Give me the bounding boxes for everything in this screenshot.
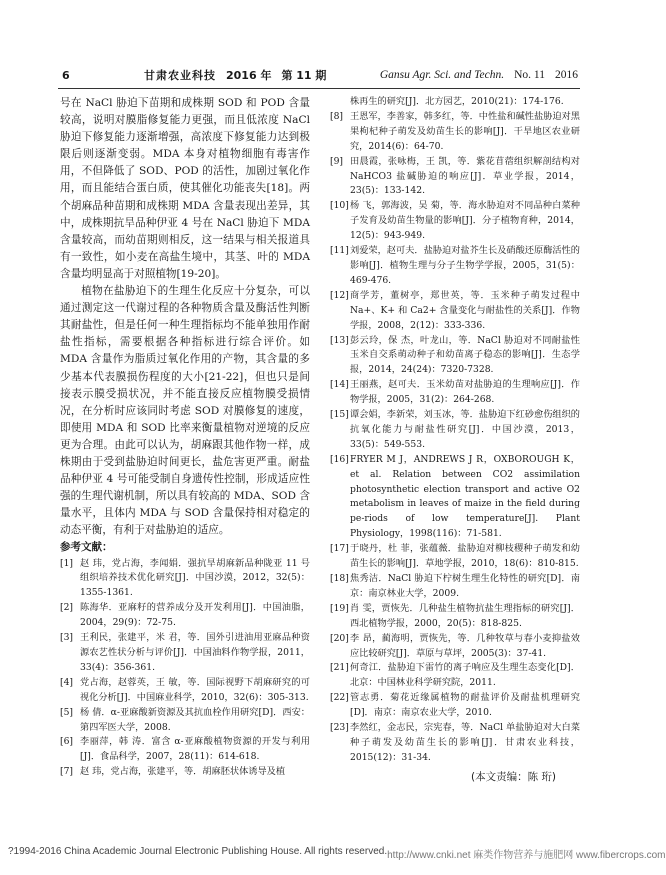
reference-item: [18] 焦秀洁．NaCl 胁迫下柠树生理生化特性的研究[D]．南京：南京林业大学，2009. <box>330 573 580 599</box>
right-column <box>330 95 580 785</box>
reference-item: [9] 田晨霞，张咏梅，王 凯，等．紫花苜蓿组织解剖结构对 NaHCO3 盐碱胁迫的响应[J]．草业学报，2014，23(5)：133-142. <box>330 155 580 197</box>
watermark-text: http://www.cnki.net 麻类作物营养与施肥网 www.fibercrops.com <box>387 850 666 861</box>
reference-item: [23] 李然红，金志民，宗宪春，等．NaCl 单盐胁迫对大白菜种子萌发及幼苗生长的影响[J]．甘肃农业科技，2015(12)：31-34. <box>330 722 580 763</box>
journal-year-en: 2016 <box>555 69 578 81</box>
reference-item: [6] 李丽萍，韩 涛．富含 α-亚麻酸植物资源的开发与利用[J]．食品科学，2007，28(11)：614-618. <box>60 736 310 763</box>
reference-item: [22] 管志勇．菊花近缘属植物的耐盐评价及耐盐机理研究[D]．南京：南京农业大学，2010. <box>330 692 580 719</box>
page-header <box>62 64 578 86</box>
page-footer <box>8 846 666 861</box>
journal-title-en: Gansu Agr. Sci. and Techn. <box>379 69 505 81</box>
journal-number-en: No. 11 <box>514 69 545 81</box>
reference-item: [21] 何奇江．盐胁迫下雷竹的离子响应及生理生态变化[D]．北京：中国林业科学研究院，2011. <box>330 662 580 689</box>
reference-item: [2] 陈海华．亚麻籽的营养成分及开发利用[J]．中国油脂，2004，29(9)：72-75. <box>60 602 310 629</box>
reference-item: [10] 杨 飞，郭海波，吴 菊，等．海水胁迫对不同品种白菜种子发育及幼苗生物量的影响[J]．分子植物育种，2014，12(5)：943-949. <box>330 200 580 242</box>
page-number: 6 <box>62 68 70 82</box>
reference-item: [14] 王丽燕，赵可夫．玉米幼苗对盐胁迫的生理响应[J]．作物学报，2005，31(2)：264-268. <box>330 379 580 406</box>
editor-note: (本文责编：陈 珩) <box>470 770 556 783</box>
reference-item: [19] 肖 雯，贾恢先．几种盐生植物抗盐生理指标的研究[J]．西北植物学报，2000，20(5)：818-825. <box>330 602 580 629</box>
reference-item: [11] 刘爱荣，赵可夫．盐胁迫对盐芥生长及硝酸还原酶活性的影响[J]．植物生理与分子生物学学报，2005，31(5)：469-476. <box>330 245 580 286</box>
reference-item: [3] 王利民，张建平，米 君，等．国外引进油用亚麻品种资源农艺性状分析与评价[J]．中国油料作物学报，2011，33(4)：356-361. <box>60 632 310 673</box>
body-paragraph: 植物在盐胁迫下的生理生化反应十分复杂，可以通过测定这一代谢过程的各种物质含量及酶活性判断其耐盐性，但是任何一种生理指标均不能单独用作耐盐性指标，需要根据各种指标进行综合评价。如 MDA 含量作为脂质过氧化作用的产物，其含量的多少基本代表膜损伤程度的大小[21-22]，但也只是间接表示膜受损状况，并不能直接反应植物膜受损情况，在分析时应该同时考虑 SOD 对膜修复的速度，即使用 MDA 和 SOD 比率来衡量植物对逆境的反应更为合理。由此可以认为，胡麻跟其他作物一样，成株期由于受到盐胁迫时间更长，盐危害更严重。耐盐品种伊亚 4 号可能受制自身遗传性控制，形成适应性强的生理代谢机制，所以具有较高的 MDA、SOD 含量水平，且体内 MDA 与 SOD 含量保持相对稳定的动态平衡，有利于对盐胁迫的适应。 <box>60 285 310 537</box>
copyright-notice: ?1994-2016 China Academic Journal Electronic Publishing House. All rights reserved. <box>8 846 388 857</box>
reference-continuation: 株再生的研究[J]．北方园艺，2010(21)：174-176. <box>350 96 564 107</box>
reference-item: [16] FRYER M J，ANDREWS J R，OXBOROUGH K，et al. Relation between CO2 assimilation photosynthetic election transport and active O2 metabolism in leaves of maize in the field during pe-riods of low temperature[J]. Plant Physiology，1998(116)：71-581. <box>330 453 580 540</box>
reference-item: [15] 谭会娟，李新荣，刘玉冰，等．盐胁迫下红砂愈伤组织的抗氧化能力与耐盐性研究[J]．中国沙漠，2013，33(5)：549-553. <box>330 409 580 450</box>
reference-item: [8] 王恩军，李善家，韩多红，等．中性盐和碱性盐胁迫对黑果枸杞种子萌发及幼苗生长的影响[J]．干旱地区农业研究，2014(6)：64-70. <box>330 110 580 152</box>
journal-title-cn: 甘肃农业科技 <box>144 69 216 82</box>
body-paragraph: 号在 NaCl 胁迫下苗期和成株期 SOD 和 POD 含量较高，说明对膜脂修复能力更强，而且低浓度 NaCl 胁迫下修复能力逐渐增强，高浓度下修复能力达到极限后则逐渐变弱。MDA 本身对植物细胞有毒害作用，不但降低了 SOD、POD 的活性，加剧过氧化作用，而且能结合蛋白质，使其催化功能丧失[18]。两个胡麻品种苗期和成株期 MDA 含量表现出差异，其中，成株期抗旱品种伊亚 4 号在 NaCl 胁迫下 MDA 含量较高，而幼苗期则相反，这一结果与相关报道具有一致性，如小麦在高盐生境中，其茎、叶的 MDA 含量均明显高于对照植物[19-20]。 <box>60 97 310 280</box>
header-rule <box>58 88 580 89</box>
reference-item: [1] 赵 玮，党占海，李闻娟．强抗旱胡麻新品种陇亚 11 号组织培养技术优化研究[J]．中国沙漠，2012，32(5)：1355-1361. <box>60 557 310 599</box>
reference-item: [12] 商学芳，董树亭，郑世英，等．玉米种子萌发过程中 Na+、K+ 和 Ca2+ 含量变化与耐盐性的关系[J]．作物学报，2008，2(12)：333-336. <box>330 289 580 331</box>
reference-item: [7] 赵 玮，党占海，张建平，等．胡麻胚状体诱导及植 <box>60 766 286 778</box>
reference-list <box>60 557 310 781</box>
journal-year: 2016 年 <box>226 69 272 82</box>
reference-item: [20] 李 昂，蔺海明，贾恢先，等．几种牧草与春小麦抑盐效应比较研究[J]．草原与草坪，2005(3)：37-41. <box>330 632 580 659</box>
reference-item: [13] 彭云玲，保 杰，叶龙山，等．NaCl 胁迫对不同耐盐性玉米自交系萌动种子和幼苗离子稳态的影响[J]．生态学报，2014，24(24)：7320-7328. <box>330 334 580 376</box>
journal-issue: 第 11 期 <box>281 69 327 82</box>
left-column <box>60 95 310 780</box>
reference-item: [4] 党占海，赵蓉英，王 敏，等．国际视野下胡麻研究的可视化分析[J]．中国麻业科学，2010，32(6)：305-313. <box>60 676 310 703</box>
references-heading: 参考文献： <box>60 541 113 554</box>
reference-item: [17] 于晓丹，杜 菲，张蕴薇．盐胁迫对柳枝稷种子萌发和幼苗生长的影响[J]．草地学报，2010，18(6)：810-815. <box>330 543 580 570</box>
reference-item: [5] 杨 倩．α-亚麻酸新资源及其抗血栓作用研究[D]．西安：第四军医大学，2008. <box>60 706 310 733</box>
